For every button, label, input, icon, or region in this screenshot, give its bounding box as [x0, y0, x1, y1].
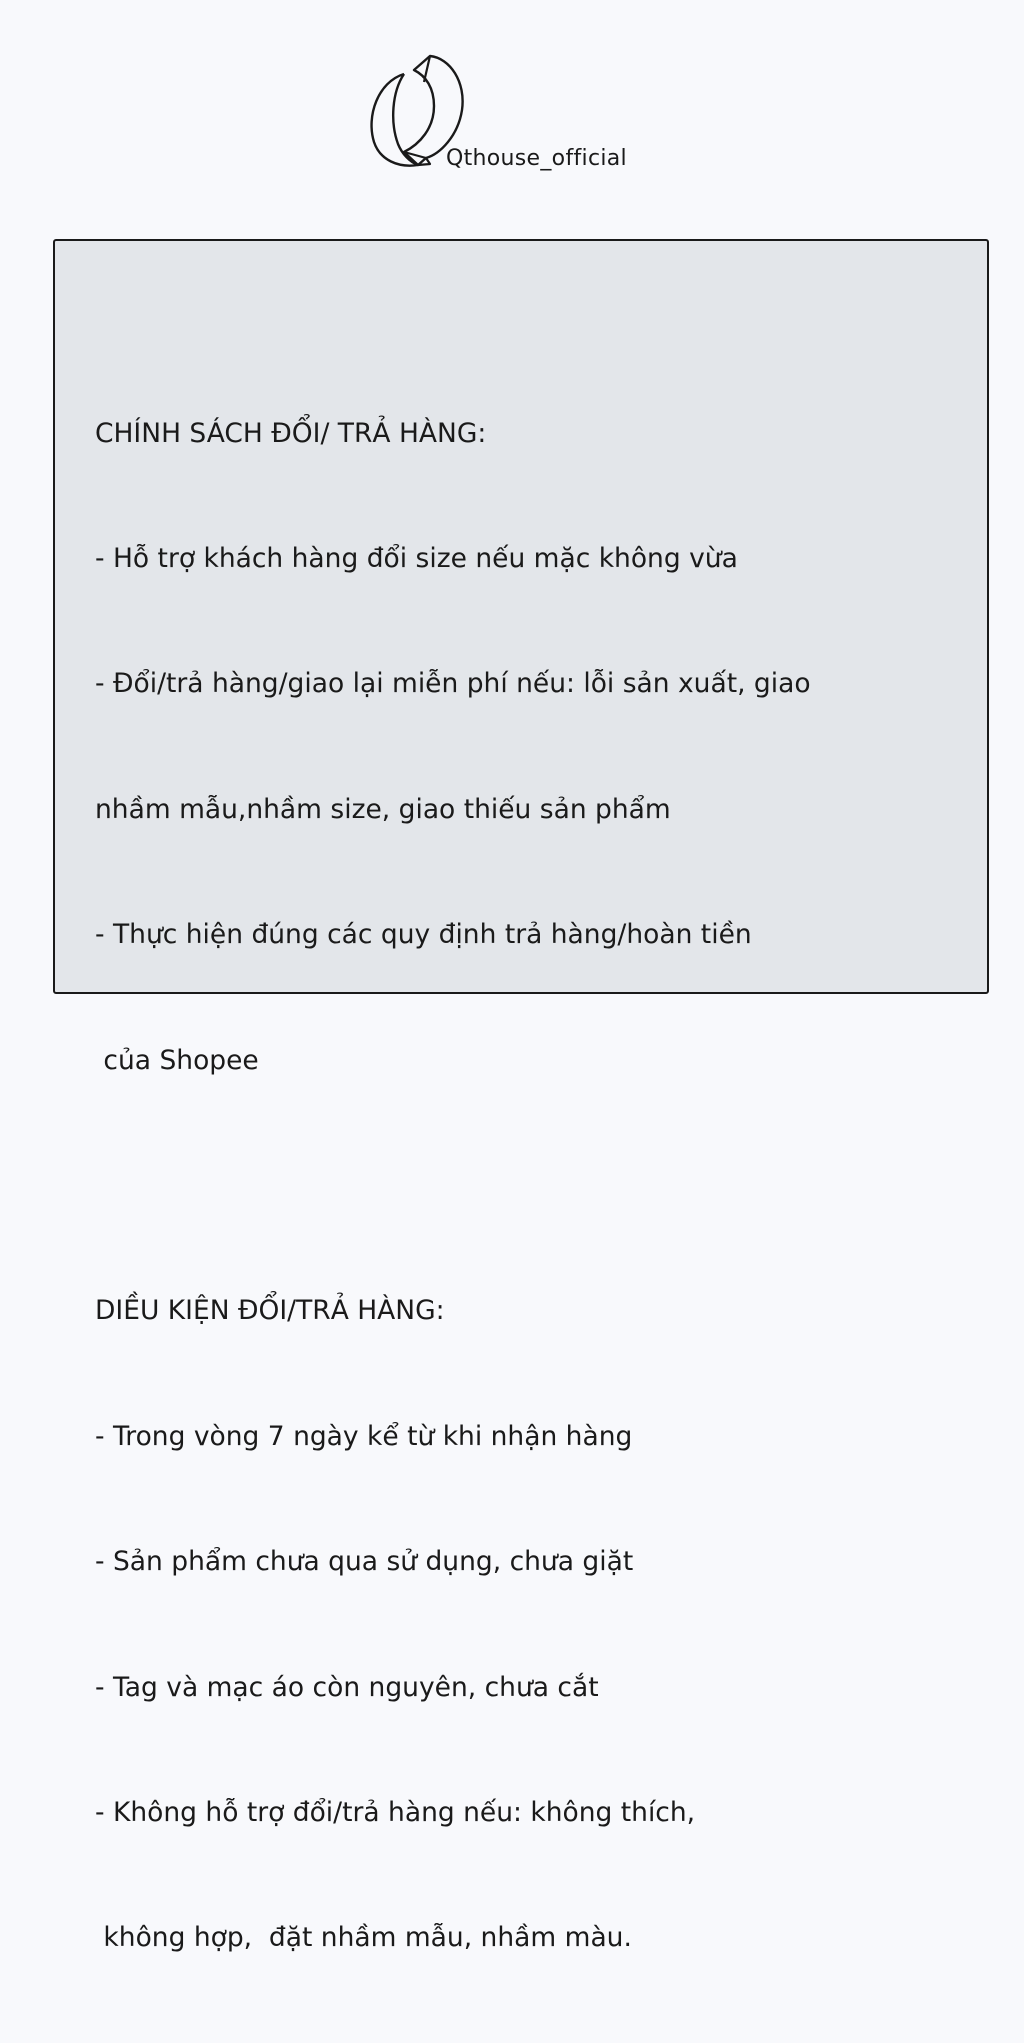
- return-policy-line: của Shopee: [95, 1044, 259, 1076]
- condition-line: - Sản phẩm chưa qua sử dụng, chưa giặt: [95, 1546, 634, 1578]
- return-policy-line: - Thực hiện đúng các quy định trả hàng/hoàn tiền: [95, 919, 752, 951]
- return-policy-line: nhầm mẫu,nhầm size, giao thiếu sản phẩm: [95, 793, 671, 825]
- brand-logo: [368, 52, 678, 182]
- return-policy-heading: CHÍNH SÁCH ĐỔI/ TRẢ HÀNG:: [95, 417, 487, 449]
- return-policy-line: - Hỗ trợ khách hàng đổi size nếu mặc không vừa: [95, 542, 738, 574]
- condition-line: - Không hỗ trợ đổi/trả hàng nếu: không thích,: [95, 1796, 696, 1828]
- conditions-heading: DIỀU KIỆN ĐỔI/TRẢ HÀNG:: [95, 1295, 445, 1327]
- policy-text: [95, 329, 975, 2043]
- condition-line: - Trong vòng 7 ngày kể từ khi nhận hàng: [95, 1420, 633, 1452]
- return-policy-line: - Đổi/trả hàng/giao lại miễn phí nếu: lỗi sản xuất, giao: [95, 668, 811, 700]
- brand-name: Qthouse_official: [446, 146, 627, 171]
- condition-line: - Tag và mạc áo còn nguyên, chưa cắt: [95, 1671, 599, 1703]
- section-spacer: [95, 1165, 975, 1207]
- condition-line: không hợp, đặt nhầm mẫu, nhầm màu.: [95, 1922, 632, 1954]
- policy-card: [53, 239, 989, 1954]
